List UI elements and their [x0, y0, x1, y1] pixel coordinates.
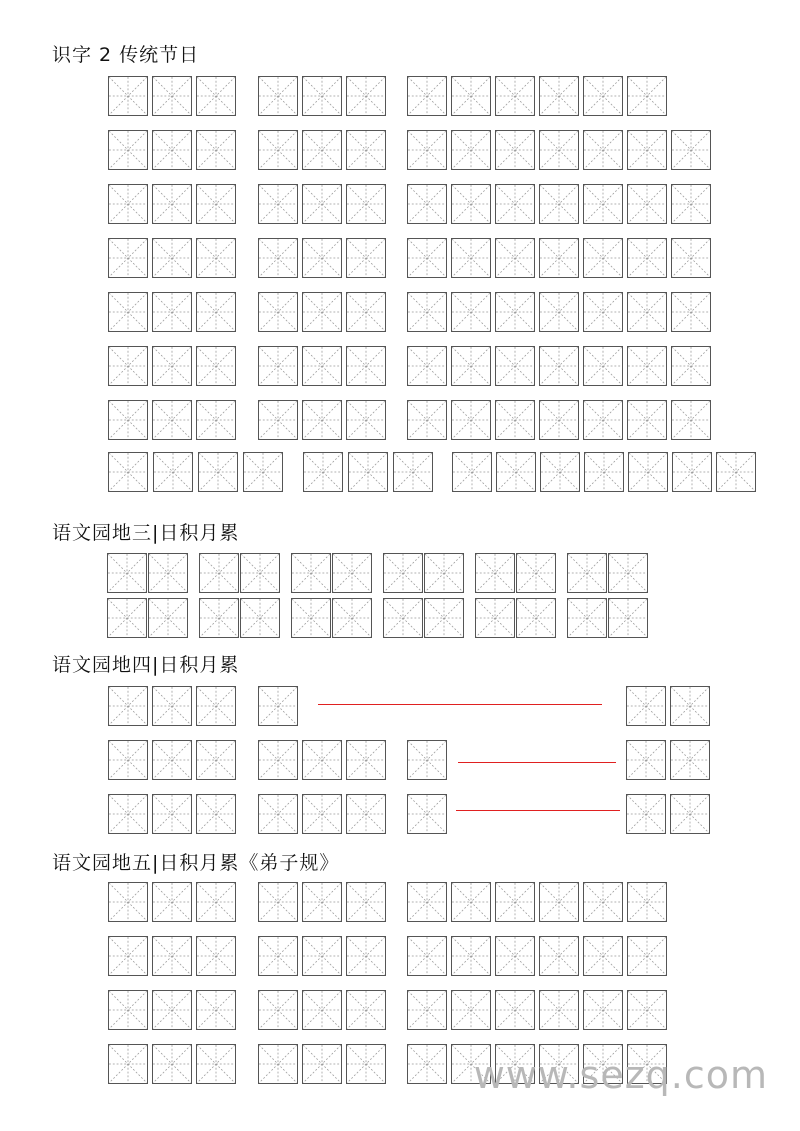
mizi-grid-box[interactable]	[196, 936, 236, 976]
mizi-grid-box[interactable]	[108, 400, 148, 440]
mizi-grid-box[interactable]	[196, 990, 236, 1030]
mizi-grid-box[interactable]	[302, 292, 342, 332]
mizi-grid-box[interactable]	[346, 130, 386, 170]
mizi-grid-box[interactable]	[346, 990, 386, 1030]
mizi-grid-box[interactable]	[539, 346, 579, 386]
mizi-grid-box[interactable]	[407, 346, 447, 386]
mizi-grid-box[interactable]	[258, 184, 298, 224]
mizi-grid-box[interactable]	[627, 76, 667, 116]
mizi-grid-box[interactable]	[196, 346, 236, 386]
mizi-grid-box[interactable]	[393, 452, 433, 492]
mizi-grid-box[interactable]	[258, 990, 298, 1030]
mizi-grid-box[interactable]	[495, 184, 535, 224]
mizi-grid-box[interactable]	[346, 400, 386, 440]
mizi-grid-box[interactable]	[196, 238, 236, 278]
mizi-grid-box[interactable]	[346, 936, 386, 976]
mizi-grid-box[interactable]	[583, 346, 623, 386]
mizi-grid-box[interactable]	[108, 740, 148, 780]
mizi-grid-box[interactable]	[407, 936, 447, 976]
mizi-grid-box[interactable]	[107, 553, 147, 593]
mizi-grid-box[interactable]	[346, 76, 386, 116]
mizi-grid-box[interactable]	[539, 882, 579, 922]
mizi-grid-box[interactable]	[302, 400, 342, 440]
mizi-grid-box[interactable]	[539, 400, 579, 440]
mizi-grid-box[interactable]	[108, 990, 148, 1030]
mizi-grid-box[interactable]	[152, 184, 192, 224]
mizi-grid-box[interactable]	[451, 990, 491, 1030]
mizi-grid-box[interactable]	[626, 794, 666, 834]
mizi-grid-box[interactable]	[567, 598, 607, 638]
mizi-grid-box[interactable]	[627, 936, 667, 976]
mizi-grid-box[interactable]	[152, 1044, 192, 1084]
mizi-grid-box[interactable]	[495, 936, 535, 976]
mizi-grid-box[interactable]	[332, 553, 372, 593]
mizi-grid-box[interactable]	[627, 882, 667, 922]
mizi-grid-box[interactable]	[199, 553, 239, 593]
mizi-grid-box[interactable]	[196, 292, 236, 332]
mizi-grid-box[interactable]	[451, 130, 491, 170]
answer-line	[456, 810, 620, 811]
mizi-grid-box[interactable]	[346, 346, 386, 386]
mizi-grid-box[interactable]	[148, 598, 188, 638]
mizi-grid-box[interactable]	[348, 452, 388, 492]
mizi-grid-box[interactable]	[346, 292, 386, 332]
mizi-grid-box[interactable]	[628, 452, 668, 492]
mizi-grid-box[interactable]	[108, 292, 148, 332]
mizi-grid-box[interactable]	[152, 686, 192, 726]
mizi-grid-box[interactable]	[108, 452, 148, 492]
mizi-grid-box[interactable]	[152, 400, 192, 440]
watermark: www.sezq.com	[473, 1053, 768, 1097]
mizi-grid-box[interactable]	[108, 686, 148, 726]
mizi-grid-box[interactable]	[196, 76, 236, 116]
mizi-grid-box[interactable]	[495, 400, 535, 440]
mizi-grid-box[interactable]	[451, 292, 491, 332]
mizi-grid-box[interactable]	[243, 452, 283, 492]
mizi-grid-box[interactable]	[258, 346, 298, 386]
mizi-grid-box[interactable]	[152, 238, 192, 278]
mizi-grid-box[interactable]	[108, 130, 148, 170]
mizi-grid-box[interactable]	[258, 400, 298, 440]
mizi-grid-box[interactable]	[671, 292, 711, 332]
mizi-grid-box[interactable]	[451, 400, 491, 440]
mizi-grid-box[interactable]	[451, 346, 491, 386]
mizi-grid-box[interactable]	[258, 686, 298, 726]
mizi-grid-box[interactable]	[152, 76, 192, 116]
mizi-grid-box[interactable]	[108, 1044, 148, 1084]
mizi-grid-box[interactable]	[424, 553, 464, 593]
mizi-grid-box[interactable]	[108, 184, 148, 224]
mizi-grid-box[interactable]	[196, 794, 236, 834]
mizi-grid-box[interactable]	[451, 936, 491, 976]
mizi-grid-box[interactable]	[153, 452, 193, 492]
mizi-grid-box[interactable]	[199, 598, 239, 638]
mizi-grid-box[interactable]	[495, 990, 535, 1030]
mizi-grid-box[interactable]	[671, 130, 711, 170]
mizi-grid-box[interactable]	[407, 184, 447, 224]
mizi-grid-box[interactable]	[302, 130, 342, 170]
mizi-grid-box[interactable]	[670, 686, 710, 726]
mizi-grid-box[interactable]	[671, 400, 711, 440]
answer-line	[458, 762, 616, 763]
mizi-grid-box[interactable]	[451, 238, 491, 278]
mizi-grid-box[interactable]	[670, 740, 710, 780]
mizi-grid-box[interactable]	[407, 76, 447, 116]
mizi-grid-box[interactable]	[258, 740, 298, 780]
mizi-grid-box[interactable]	[627, 292, 667, 332]
mizi-grid-box[interactable]	[108, 346, 148, 386]
mizi-grid-box[interactable]	[608, 553, 648, 593]
mizi-grid-box[interactable]	[152, 936, 192, 976]
mizi-grid-box[interactable]	[671, 346, 711, 386]
mizi-grid-box[interactable]	[583, 882, 623, 922]
mizi-grid-box[interactable]	[108, 76, 148, 116]
mizi-grid-box[interactable]	[583, 184, 623, 224]
mizi-grid-box[interactable]	[107, 598, 147, 638]
mizi-grid-box[interactable]	[567, 553, 607, 593]
mizi-grid-box[interactable]	[258, 130, 298, 170]
mizi-grid-box[interactable]	[627, 346, 667, 386]
answer-line	[318, 704, 602, 705]
mizi-grid-box[interactable]	[258, 794, 298, 834]
mizi-grid-box[interactable]	[196, 400, 236, 440]
mizi-grid-box[interactable]	[539, 936, 579, 976]
mizi-grid-box[interactable]	[539, 184, 579, 224]
mizi-grid-box[interactable]	[291, 598, 331, 638]
mizi-grid-box[interactable]	[540, 452, 580, 492]
mizi-grid-box[interactable]	[451, 882, 491, 922]
mizi-grid-box[interactable]	[196, 130, 236, 170]
mizi-grid-box[interactable]	[407, 990, 447, 1030]
mizi-grid-box[interactable]	[584, 452, 624, 492]
section-1-title: 识字 2 传统节日	[52, 44, 200, 66]
mizi-grid-box[interactable]	[495, 130, 535, 170]
mizi-grid-box[interactable]	[196, 1044, 236, 1084]
mizi-grid-box[interactable]	[258, 882, 298, 922]
mizi-grid-box[interactable]	[148, 553, 188, 593]
section-4-title: 语文园地五|日积月累《弟子规》	[52, 852, 340, 874]
mizi-grid-box[interactable]	[670, 794, 710, 834]
mizi-grid-box[interactable]	[516, 553, 556, 593]
mizi-grid-box[interactable]	[383, 598, 423, 638]
mizi-grid-box[interactable]	[583, 130, 623, 170]
mizi-grid-box[interactable]	[451, 184, 491, 224]
mizi-grid-box[interactable]	[407, 292, 447, 332]
mizi-grid-box[interactable]	[291, 553, 331, 593]
section-2-title: 语文园地三|日积月累	[52, 522, 240, 544]
mizi-grid-box[interactable]	[407, 130, 447, 170]
mizi-grid-box[interactable]	[108, 238, 148, 278]
mizi-grid-box[interactable]	[346, 238, 386, 278]
mizi-grid-box[interactable]	[583, 76, 623, 116]
mizi-grid-box[interactable]	[258, 238, 298, 278]
section-3-title: 语文园地四|日积月累	[52, 654, 240, 676]
mizi-grid-box[interactable]	[583, 238, 623, 278]
mizi-grid-box[interactable]	[407, 1044, 447, 1084]
mizi-grid-box[interactable]	[424, 598, 464, 638]
mizi-grid-box[interactable]	[407, 794, 447, 834]
mizi-grid-box[interactable]	[539, 238, 579, 278]
mizi-grid-box[interactable]	[302, 184, 342, 224]
mizi-grid-box[interactable]	[240, 598, 280, 638]
mizi-grid-box[interactable]	[258, 292, 298, 332]
mizi-grid-box[interactable]	[152, 882, 192, 922]
mizi-grid-box[interactable]	[302, 740, 342, 780]
mizi-grid-box[interactable]	[152, 740, 192, 780]
mizi-grid-box[interactable]	[627, 990, 667, 1030]
mizi-grid-box[interactable]	[608, 598, 648, 638]
mizi-grid-box[interactable]	[496, 452, 536, 492]
mizi-grid-box[interactable]	[258, 76, 298, 116]
mizi-grid-box[interactable]	[302, 346, 342, 386]
mizi-grid-box[interactable]	[332, 598, 372, 638]
mizi-grid-box[interactable]	[407, 740, 447, 780]
mizi-grid-box[interactable]	[303, 452, 343, 492]
mizi-grid-box[interactable]	[302, 990, 342, 1030]
mizi-grid-box[interactable]	[583, 990, 623, 1030]
mizi-grid-box[interactable]	[451, 76, 491, 116]
mizi-grid-box[interactable]	[539, 292, 579, 332]
mizi-grid-box[interactable]	[716, 452, 756, 492]
mizi-grid-box[interactable]	[240, 553, 280, 593]
mizi-grid-box[interactable]	[346, 882, 386, 922]
mizi-grid-box[interactable]	[383, 553, 423, 593]
mizi-grid-box[interactable]	[108, 794, 148, 834]
mizi-grid-box[interactable]	[583, 292, 623, 332]
mizi-grid-box[interactable]	[346, 794, 386, 834]
mizi-grid-box[interactable]	[539, 990, 579, 1030]
mizi-grid-box[interactable]	[196, 740, 236, 780]
mizi-grid-box[interactable]	[671, 238, 711, 278]
mizi-grid-box[interactable]	[626, 740, 666, 780]
mizi-grid-box[interactable]	[302, 76, 342, 116]
mizi-grid-box[interactable]	[627, 184, 667, 224]
mizi-grid-box[interactable]	[583, 936, 623, 976]
mizi-grid-box[interactable]	[672, 452, 712, 492]
mizi-grid-box[interactable]	[627, 400, 667, 440]
mizi-grid-box[interactable]	[302, 794, 342, 834]
mizi-grid-box[interactable]	[452, 452, 492, 492]
mizi-grid-box[interactable]	[626, 686, 666, 726]
mizi-grid-box[interactable]	[475, 598, 515, 638]
mizi-grid-box[interactable]	[152, 346, 192, 386]
mizi-grid-box[interactable]	[152, 130, 192, 170]
mizi-grid-box[interactable]	[302, 936, 342, 976]
mizi-grid-box[interactable]	[495, 238, 535, 278]
mizi-grid-box[interactable]	[539, 76, 579, 116]
mizi-grid-box[interactable]	[407, 238, 447, 278]
mizi-grid-box[interactable]	[152, 794, 192, 834]
mizi-grid-box[interactable]	[671, 184, 711, 224]
mizi-grid-box[interactable]	[108, 936, 148, 976]
mizi-grid-box[interactable]	[196, 184, 236, 224]
mizi-grid-box[interactable]	[475, 553, 515, 593]
mizi-grid-box[interactable]	[583, 400, 623, 440]
mizi-grid-box[interactable]	[346, 740, 386, 780]
mizi-grid-box[interactable]	[258, 936, 298, 976]
mizi-grid-box[interactable]	[539, 130, 579, 170]
mizi-grid-box[interactable]	[152, 292, 192, 332]
mizi-grid-box[interactable]	[346, 1044, 386, 1084]
mizi-grid-box[interactable]	[302, 882, 342, 922]
mizi-grid-box[interactable]	[627, 130, 667, 170]
mizi-grid-box[interactable]	[196, 686, 236, 726]
mizi-grid-box[interactable]	[407, 882, 447, 922]
mizi-grid-box[interactable]	[258, 1044, 298, 1084]
mizi-grid-box[interactable]	[152, 990, 192, 1030]
mizi-grid-box[interactable]	[495, 882, 535, 922]
mizi-grid-box[interactable]	[495, 76, 535, 116]
mizi-grid-box[interactable]	[196, 882, 236, 922]
mizi-grid-box[interactable]	[302, 1044, 342, 1084]
mizi-grid-box[interactable]	[346, 184, 386, 224]
mizi-grid-box[interactable]	[516, 598, 556, 638]
mizi-grid-box[interactable]	[198, 452, 238, 492]
mizi-grid-box[interactable]	[495, 292, 535, 332]
mizi-grid-box[interactable]	[407, 400, 447, 440]
mizi-grid-box[interactable]	[627, 238, 667, 278]
mizi-grid-box[interactable]	[108, 882, 148, 922]
mizi-grid-box[interactable]	[302, 238, 342, 278]
mizi-grid-box[interactable]	[495, 346, 535, 386]
